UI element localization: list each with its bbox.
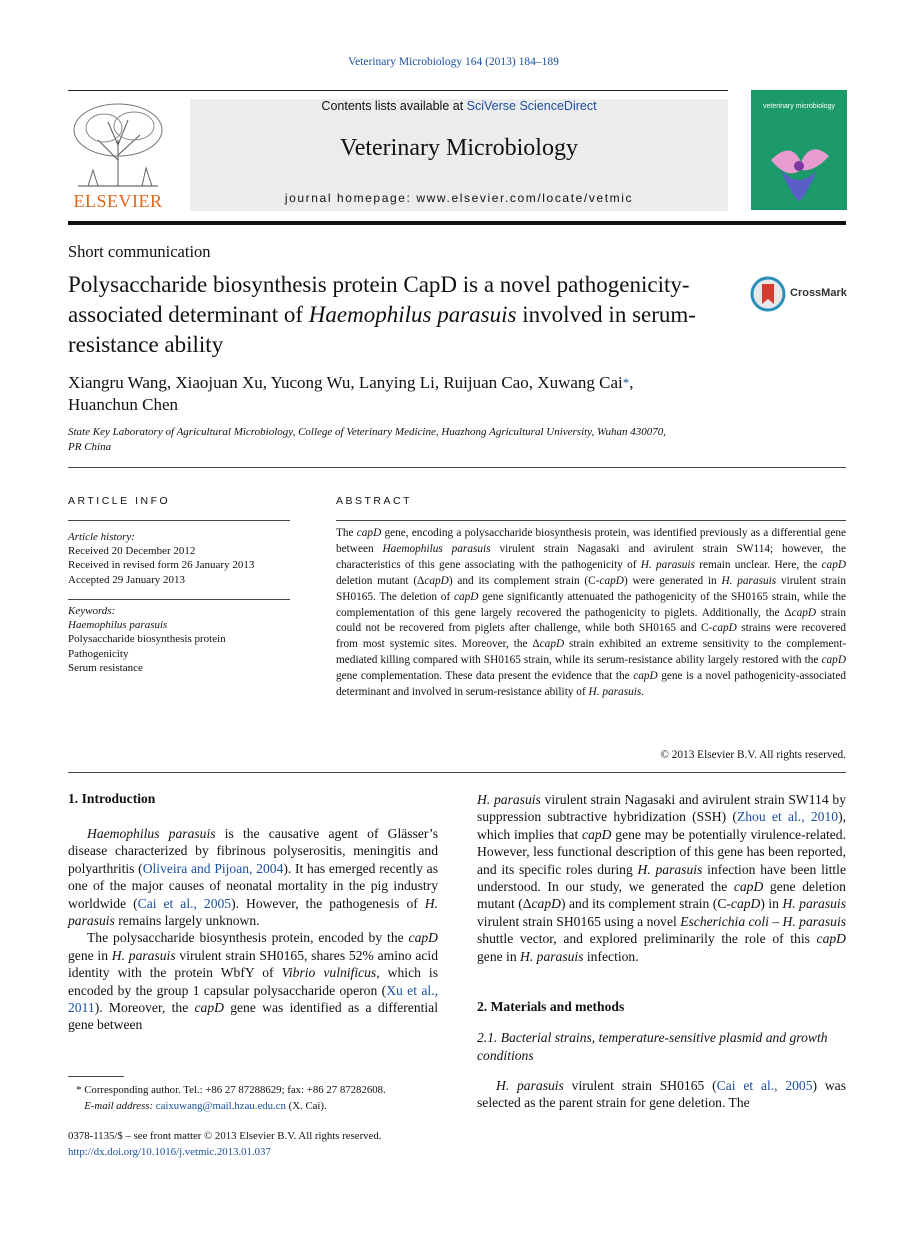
abstract-span: deletion mutant (Δ bbox=[336, 574, 425, 587]
abstract-span: H. parasuis bbox=[588, 686, 642, 699]
footnote-rule bbox=[68, 1076, 124, 1077]
paragraph bbox=[477, 791, 846, 965]
received-date: Received 20 December 2012 bbox=[68, 545, 196, 558]
doi-link[interactable]: http://dx.doi.org/10.1016/j.vetmic.2013.01.037 bbox=[68, 1146, 271, 1158]
text-span: H. parasuis bbox=[68, 895, 438, 929]
text-span: capD bbox=[582, 826, 612, 842]
text-span: H. parasuis bbox=[782, 896, 846, 912]
corresponding-author-mark[interactable]: * bbox=[622, 375, 630, 390]
text-span: virulent strain SH0165 ( bbox=[563, 1078, 717, 1093]
abstract-span: capD bbox=[712, 622, 737, 635]
authors-comma: , bbox=[629, 373, 634, 392]
text-span: The polysaccharide biosynthesis protein, encoded by the bbox=[87, 930, 409, 946]
title-species: Haemophilus parasuis bbox=[308, 302, 517, 327]
text-span: gene in bbox=[68, 947, 112, 963]
abstract-span: The bbox=[336, 527, 357, 539]
keyword: Serum resistance bbox=[68, 661, 143, 674]
section-2-heading: 2. Materials and methods bbox=[477, 999, 625, 1014]
article-title bbox=[68, 270, 708, 360]
text-span: ) and its complement strain (C- bbox=[560, 896, 731, 912]
article-info-heading: ARTICLE INFO bbox=[68, 495, 171, 507]
text-span: infection have been little understood. In our study, we generated the bbox=[477, 861, 846, 895]
abstract-span: strain could not be recovered from piglets after challenge, while both SH0165 and C- bbox=[336, 606, 846, 635]
text-span: H. parasuis bbox=[637, 861, 703, 877]
abstract-span: Haemophilus parasuis bbox=[382, 542, 491, 555]
abstract-span: H. parasuis bbox=[640, 558, 695, 571]
text-span: gene was identified as a differential gene between bbox=[68, 1000, 438, 1033]
abstract-span: strains were recovered from most systemic sites. Moreover, the Δ bbox=[336, 622, 846, 651]
text-span: , which is encoded by the group 1 capsular polysaccharide operon ( bbox=[68, 965, 438, 998]
footnote bbox=[68, 1082, 448, 1114]
keyword: Polysaccharide biosynthesis protein bbox=[68, 633, 226, 646]
text-span: ). However, the pathogenesis of bbox=[231, 895, 425, 911]
divider bbox=[68, 772, 846, 773]
email-line bbox=[68, 1098, 448, 1114]
text-span: H. parasuis bbox=[782, 913, 847, 929]
body-column-2 bbox=[477, 791, 846, 965]
journal-cover-image bbox=[751, 90, 847, 210]
text-span: virulent strain Nagasaki and avirulent strain SW114 by suppression subtractive hybridization (SSH) ( bbox=[477, 792, 847, 825]
author-list bbox=[68, 372, 768, 416]
abstract-text bbox=[336, 526, 846, 701]
abstract-span: capD bbox=[791, 606, 817, 619]
body-column-2-continued bbox=[477, 1077, 846, 1112]
journal-reference-link[interactable]: Veterinary Microbiology 164 (2013) 184–189 bbox=[348, 56, 559, 68]
abstract-span: gene, encoding a polysaccharide biosynthesis protein, was identified previously as a differential gene between bbox=[336, 527, 847, 555]
authors-line-2: Huanchun Chen bbox=[68, 395, 179, 414]
email-link[interactable]: caixuwang@mail.hzau.edu.cn bbox=[155, 1100, 286, 1112]
text-span: gene in bbox=[477, 948, 521, 964]
paragraph bbox=[68, 825, 438, 929]
divider bbox=[68, 599, 290, 600]
abstract-span: capD bbox=[599, 574, 624, 587]
citation-link[interactable]: Cai et al., 2005 bbox=[716, 1078, 813, 1093]
text-span: capD bbox=[408, 930, 438, 946]
text-span: Vibrio vulnificus bbox=[281, 965, 377, 981]
section-1-heading: 1. Introduction bbox=[68, 791, 156, 806]
abstract-span: capD bbox=[453, 590, 479, 603]
text-span: ). Moreover, the bbox=[94, 1000, 195, 1016]
subsection-2-1-heading: 2.1. Bacterial strains, temperature-sensitive plasmid and growth conditions bbox=[477, 1030, 828, 1063]
citation-link[interactable]: Oliveira and Pijoan, 2004 bbox=[142, 860, 284, 876]
accepted-date: Accepted 29 January 2013 bbox=[68, 573, 185, 586]
text-span: H. parasuis bbox=[496, 1078, 564, 1093]
contents-prefix: Contents lists available at bbox=[321, 99, 467, 113]
divider bbox=[336, 520, 846, 521]
journal-homepage[interactable]: journal homepage: www.elsevier.com/locate/vetmic bbox=[284, 191, 634, 205]
abstract-span: gene complementation. These data present the evidence that the bbox=[336, 670, 634, 683]
article-type: Short communication bbox=[68, 242, 211, 261]
abstract-span: ) and its complement strain (C- bbox=[448, 574, 600, 587]
abstract-span: remain unclear. Here, the bbox=[694, 558, 822, 571]
text-span: gene deletion mutant (Δ bbox=[477, 879, 846, 912]
email-suffix: (X. Cai). bbox=[285, 1100, 327, 1112]
issn-line: 0378-1135/$ – see front matter © 2013 Elsevier B.V. All rights reserved. bbox=[68, 1130, 382, 1142]
citation-link[interactable]: Xu et al., 2011 bbox=[68, 982, 438, 1016]
abstract-span: capD bbox=[356, 527, 382, 539]
abstract-span: virulent strain SH0165. The deletion of bbox=[336, 574, 846, 603]
abstract-span: gene is a novel pathogenicity-associated determinant and involved in serum-resistance ability of bbox=[336, 670, 846, 699]
text-span: capD bbox=[733, 879, 764, 895]
text-span: virulent strain SH0165, shares 52% amino acid identity with the protein WbfY of bbox=[68, 947, 438, 981]
journal-title: Veterinary Microbiology bbox=[340, 135, 578, 161]
citation-link[interactable]: Zhou et al., 2010 bbox=[736, 809, 839, 825]
footnote-star: * bbox=[76, 1084, 82, 1096]
text-span: remains largely unknown. bbox=[114, 913, 260, 929]
abstract-span: ) were generated in bbox=[623, 574, 722, 587]
crossmark-icon bbox=[750, 276, 786, 312]
abstract-span: capD bbox=[424, 574, 449, 587]
text-span: infection. bbox=[583, 948, 639, 964]
email-label: E-mail address: bbox=[84, 1100, 156, 1112]
divider bbox=[68, 520, 290, 521]
abstract-span: H. parasuis bbox=[721, 574, 777, 587]
crossmark-label: CrossMark bbox=[790, 287, 847, 299]
text-span: capD bbox=[730, 896, 761, 912]
abstract-span: strain exhibited an extreme sensitivity to the complement-mediated killing compared with SH0165 strain, while its serum-resistance ability largely restored with the bbox=[336, 638, 847, 667]
affiliation: State Key Laboratory of Agricultural Microbiology, College of Veterinary Medicine, Huazhong Agricultural University, Wuhan 430070, PR China bbox=[68, 426, 667, 453]
header-bottom-rule bbox=[68, 221, 846, 225]
journal-reference[interactable] bbox=[0, 56, 907, 68]
text-span: H. parasuis bbox=[477, 792, 541, 807]
text-span: is the causative agent of Glässer’s disease characterized by fibrinous polyserositis, meningitis and polyarthritis ( bbox=[68, 826, 438, 876]
text-span: H. parasuis bbox=[111, 947, 176, 963]
header-top-rule bbox=[68, 90, 728, 91]
revised-date: Received in revised form 26 January 2013 bbox=[68, 559, 255, 572]
text-span: Escherichia coli bbox=[680, 913, 769, 929]
text-span: H. parasuis bbox=[520, 948, 584, 964]
abstract-span: capD bbox=[821, 654, 846, 667]
elsevier-tree-icon bbox=[68, 100, 168, 188]
citation-link[interactable]: Cai et al., 2005 bbox=[137, 895, 232, 911]
text-span: capD bbox=[194, 1000, 224, 1016]
copyright: © 2013 Elsevier B.V. All rights reserved. bbox=[660, 749, 846, 761]
divider bbox=[68, 467, 846, 468]
abstract-span: virulent strain Nagasaki and avirulent strain SW114; however, the characteristics of this gene associating with the pathogenicity of bbox=[336, 542, 846, 571]
article-history bbox=[68, 530, 298, 587]
cover-title: veterinary microbiology bbox=[763, 103, 835, 110]
body-column-1 bbox=[68, 825, 438, 1034]
text-span: capD bbox=[816, 931, 846, 947]
keywords bbox=[68, 604, 298, 675]
abstract-span: capD bbox=[821, 558, 847, 571]
text-span: virulent strain SH0165 using a novel bbox=[477, 913, 681, 929]
abstract-span: gene significantly attenuated the pathogenicity of the SH0165 strain, while the complementation of this gene largely recovered the pathogenicity to piglets. Additionally, the Δ bbox=[336, 590, 846, 619]
sciencedirect-link[interactable]: SciVerse ScienceDirect bbox=[466, 99, 597, 113]
text-span: – bbox=[768, 913, 783, 929]
title-part-2: involved in serum-resistance ability bbox=[68, 302, 696, 357]
corresponding-text: Corresponding author. Tel.: +86 27 87288629; fax: +86 27 87282608. bbox=[81, 1084, 386, 1096]
abstract-span: capD bbox=[633, 670, 658, 683]
abstract-span: . bbox=[641, 686, 645, 699]
text-span: ). It has emerged recently as one of the major causes of neonatal mortality in the pig industry worldwide ( bbox=[68, 860, 438, 911]
text-span: capD bbox=[531, 896, 561, 912]
journal-cover[interactable] bbox=[751, 90, 847, 210]
text-span: ), which implies that bbox=[477, 809, 846, 842]
history-label: Article history: bbox=[68, 531, 135, 543]
keyword: Haemophilus parasuis bbox=[68, 619, 168, 632]
keywords-label: Keywords: bbox=[68, 605, 116, 617]
abstract-heading: ABSTRACT bbox=[336, 495, 413, 507]
elsevier-wordmark: ELSEVIER bbox=[73, 191, 163, 211]
text-span: gene may be potentially virulence-related. However, less functional description of this gene has been reported, and its specific roles during bbox=[477, 826, 846, 877]
crossmark-badge[interactable] bbox=[750, 276, 860, 314]
title-part-1: Polysaccharide biosynthesis protein CapD is a novel pathogenicity-associated determinant of bbox=[68, 272, 690, 327]
abstract-span: capD bbox=[539, 638, 565, 651]
front-matter bbox=[68, 1128, 458, 1160]
text-span: Haemophilus parasuis bbox=[87, 826, 216, 841]
keyword: Pathogenicity bbox=[68, 647, 129, 660]
journal-masthead bbox=[190, 99, 728, 211]
text-span: ) was selected as the parent strain for gene deletion. The bbox=[477, 1078, 846, 1111]
paragraph bbox=[477, 1077, 846, 1112]
elsevier-logo[interactable] bbox=[68, 100, 168, 212]
corresponding-author-note bbox=[68, 1082, 448, 1098]
authors-line-1: Xiangru Wang, Xiaojuan Xu, Yucong Wu, Lanying Li, Ruijuan Cao, Xuwang Cai bbox=[68, 373, 623, 392]
contents-line bbox=[190, 99, 728, 113]
paragraph bbox=[68, 929, 438, 1033]
text-span: shuttle vector, and explored preliminarily the role of this bbox=[477, 931, 817, 947]
text-span: ) in bbox=[760, 896, 783, 912]
